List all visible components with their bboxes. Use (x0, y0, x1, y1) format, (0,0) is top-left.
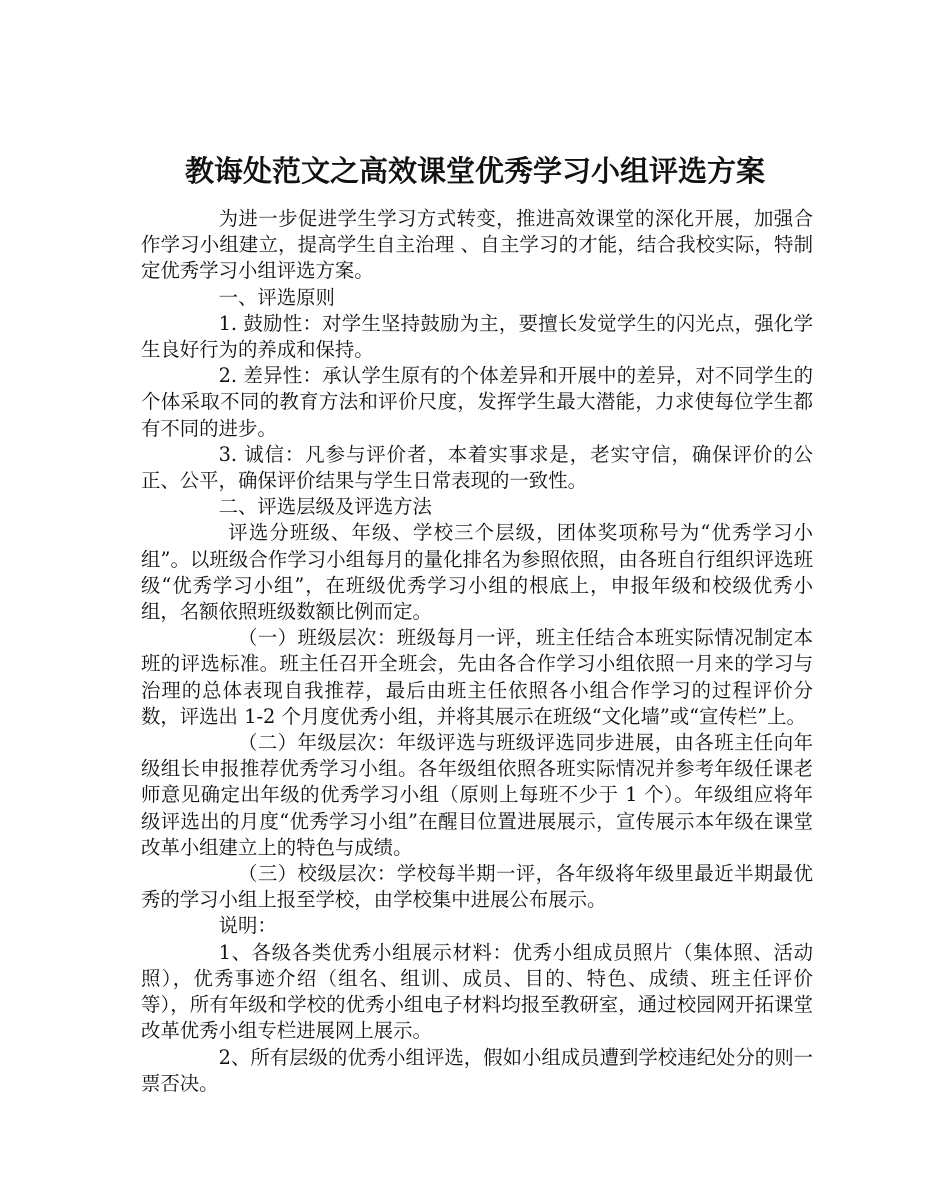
principle-integrity: 3. 诚信：凡参与评价者，本着实事求是，老实守信，确保评价的公正、公平，确保评价结果与学生日常表现的一致性。 (141, 442, 813, 493)
principle-encouragement: 1. 鼓励性：对学生坚持鼓励为主，要擅长发觉学生的闪光点，强化学生良好行为的养成和保持。 (141, 311, 813, 362)
school-level-paragraph: （三）校级层次：学校每半期一评，各年级将年级里最近半期最优秀的学习小组上报至学校，由学校集中进展公布展示。 (141, 862, 813, 912)
levels-overview-paragraph: 评选分班级、年级、学校三个层级，团体奖项称号为“优秀学习小组”。以班级合作学习小组每月的量化排名为参照依照，由各班自行组织评选班级“优秀学习小组”，在班级优秀学习小组的根底上，申报年级和校级优秀小组，名额依照班级数额比例而定。 (141, 521, 813, 624)
notes-heading: 说明： (218, 914, 277, 938)
note-materials: 1、各级各类优秀小组展示材料：优秀小组成员照片（集体照、活动照），优秀事迹介绍（组名、组训、成员、目的、特色、成绩、班主任评价等），所有年级和学校的优秀小组电子材料均报至教研室，通过校园网开拓课堂改革优秀小组专栏进展网上展示。 (141, 940, 813, 1043)
section-heading-levels: 二、评选层级及评选方法 (218, 495, 432, 519)
section-heading-principles: 一、评选原则 (218, 285, 335, 309)
document-body (141, 206, 813, 1097)
principle-difference: 2. 差异性：承认学生原有的个体差异和开展中的差异，对不同学生的个体采取不同的教育方法和评价尺度，发挥学生最大潜能，力求使每位学生都有不同的进步。 (141, 364, 813, 440)
grade-level-paragraph: （二）年级层次：年级评选与班级评选同步进展，由各班主任向年级组长申报推荐优秀学习小组。各年级组依照各班实际情况并参考年级任课老师意见确定出年级的优秀学习小组（原则上每班不少于 1 个）。年级组应将年级评选出的月度“优秀学习小组”在醒目位置进展展示，宣传展示本年级在课堂改革小组建立上的特色与成绩。 (141, 731, 813, 859)
document-title: 教诲处范文之高效课堂优秀学习小组评选方案 (184, 154, 765, 189)
class-level-paragraph: （一）班级层次：班级每月一评，班主任结合本班实际情况制定本班的评选标准。班主任召开全班会，先由各合作学习小组依照一月来的学习与治理的总体表现自我推荐，最后由班主任依照各小组合作学习的过程评价分数，评选出 1-2 个月度优秀小组，并将其展示在班级“文化墙”或“宣传栏”上。 (141, 626, 813, 728)
intro-paragraph: 为进一步促进学生学习方式转变，推进高效课堂的深化开展，加强合作学习小组建立，提高学生自主治理 、自主学习的才能，结合我校实际，特制定优秀学习小组评选方案。 (141, 207, 813, 283)
note-veto: 2、所有层级的优秀小组评选，假如小组成员遭到学校违纪处分的则一票否决。 (141, 1045, 813, 1095)
